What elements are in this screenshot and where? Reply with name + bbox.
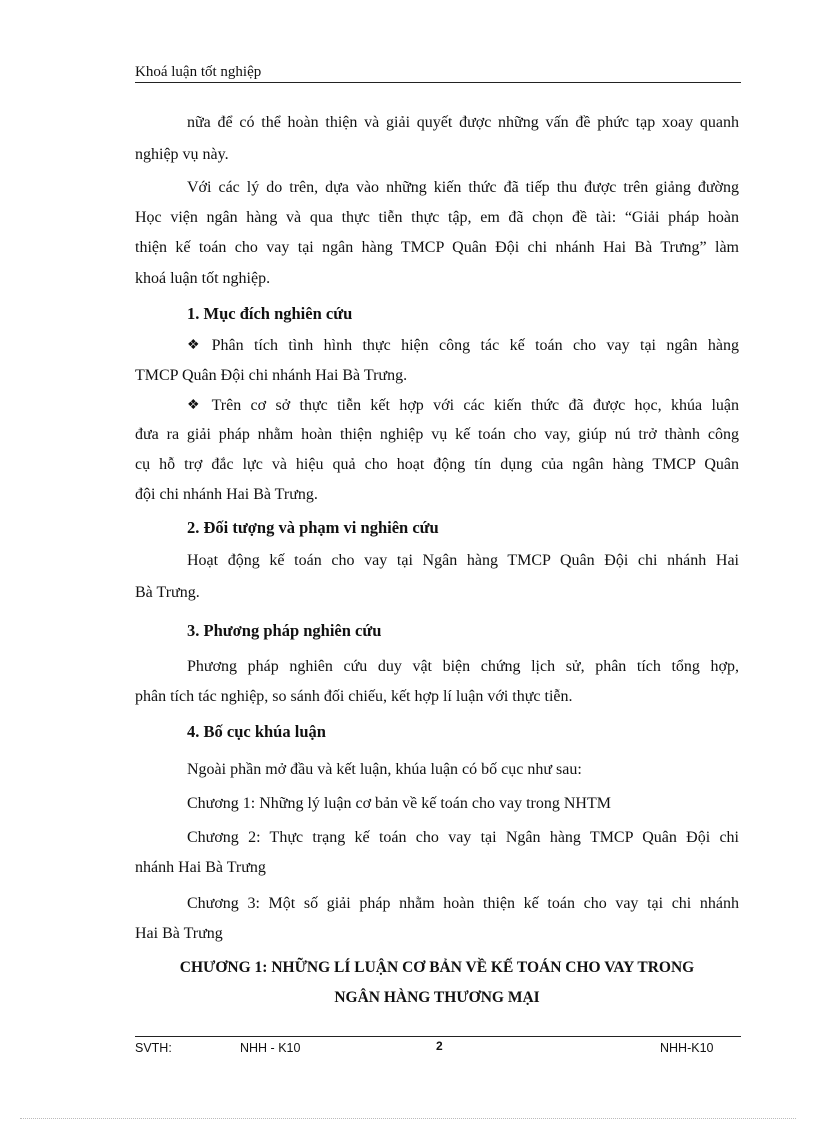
paragraph-line: nghiệp vụ này.	[135, 146, 229, 163]
running-header: Khoá luận tốt nghiệp	[135, 64, 262, 80]
paragraph-line: Ngoài phần mở đầu và kết luận, khúa luận có bố cục như sau:	[187, 761, 582, 778]
footer-rule	[135, 1036, 741, 1037]
paragraph-line: nhánh Hai Bà Trưng	[135, 859, 266, 876]
section-heading-4: 4. Bố cục khúa luận	[187, 722, 326, 741]
footer-label: SVTH:	[135, 1041, 172, 1055]
paragraph-line: đội chi nhánh Hai Bà Trưng.	[135, 486, 318, 503]
section-heading-2: 2. Đối tượng và phạm vi nghiên cứu	[187, 518, 439, 537]
paragraph-line: thiện kế toán cho vay tại ngân hàng TMCP Quân Đội chi nhánh Hai Bà Trưng” làm	[135, 239, 739, 256]
diamond-bullet-icon: ❖	[187, 338, 200, 353]
footer-class-left: NHH - K10	[240, 1041, 301, 1055]
chapter-outline-1: Chương 1: Những lý luận cơ bản về kế toán cho vay trong NHTM	[187, 795, 611, 812]
chapter-title: CHƯƠNG 1: NHỮNG LÍ LUẬN CƠ BẢN VỀ KẾ TOÁN CHO VAY TRONG	[179, 959, 695, 976]
header-rule	[135, 82, 741, 83]
footer-class-right: NHH-K10	[660, 1041, 714, 1055]
page-number: 2	[436, 1039, 443, 1053]
paragraph-line: nữa để có thể hoàn thiện và giải quyết được những vấn đề phức tạp xoay quanh	[187, 114, 739, 131]
diamond-bullet-icon: ❖	[187, 398, 200, 413]
page-boundary	[20, 1118, 796, 1119]
paragraph-line: Bà Trưng.	[135, 584, 200, 601]
paragraph-line: Hoạt động kế toán cho vay tại Ngân hàng TMCP Quân Đội chi nhánh Hai	[187, 552, 739, 569]
paragraph-line: Học viện ngân hàng và qua thực tiễn thực tập, em đã chọn đề tài: “Giải pháp hoàn	[135, 209, 739, 226]
paragraph-line: Hai Bà Trưng	[135, 925, 223, 942]
section-heading-3: 3. Phương pháp nghiên cứu	[187, 621, 382, 640]
paragraph-line: Với các lý do trên, dựa vào những kiến thức đã tiếp thu được trên giảng đường	[187, 179, 739, 196]
chapter-title-cont: NGÂN HÀNG THƯƠNG MẠI	[334, 989, 540, 1006]
chapter-outline-2: Chương 2: Thực trạng kế toán cho vay tại Ngân hàng TMCP Quân Đội chi	[187, 829, 739, 846]
bullet-text: Phân tích tình hình thực hiện công tác kế toán cho vay tại ngân hàng	[211, 337, 739, 354]
section-heading-1: 1. Mục đích nghiên cứu	[187, 304, 353, 323]
paragraph-line: TMCP Quân Đội chi nhánh Hai Bà Trưng.	[135, 367, 408, 384]
paragraph-line: đưa ra giải pháp nhằm hoàn thiện nghiệp vụ kế toán cho vay, giúp nú trở thành công	[135, 426, 739, 443]
paragraph-line: Phương pháp nghiên cứu duy vật biện chứng lịch sử, phân tích tổng hợp,	[187, 658, 739, 675]
paragraph-line: khoá luận tốt nghiệp.	[135, 270, 271, 287]
paragraph-line: phân tích tác nghiệp, so sánh đối chiếu, kết hợp lí luận với thực tiễn.	[135, 688, 573, 705]
bullet-item-1	[187, 335, 739, 357]
bullet-text: Trên cơ sở thực tiễn kết hợp với các kiến thức đã được học, khúa luận	[211, 397, 739, 414]
chapter-outline-3: Chương 3: Một số giải pháp nhằm hoàn thiện kế toán cho vay tại chi nhánh	[187, 895, 739, 912]
bullet-item-2	[187, 395, 739, 417]
paragraph-line: cụ hỗ trợ đắc lực và hiệu quả cho hoạt động tín dụng của ngân hàng TMCP Quân	[135, 456, 739, 473]
